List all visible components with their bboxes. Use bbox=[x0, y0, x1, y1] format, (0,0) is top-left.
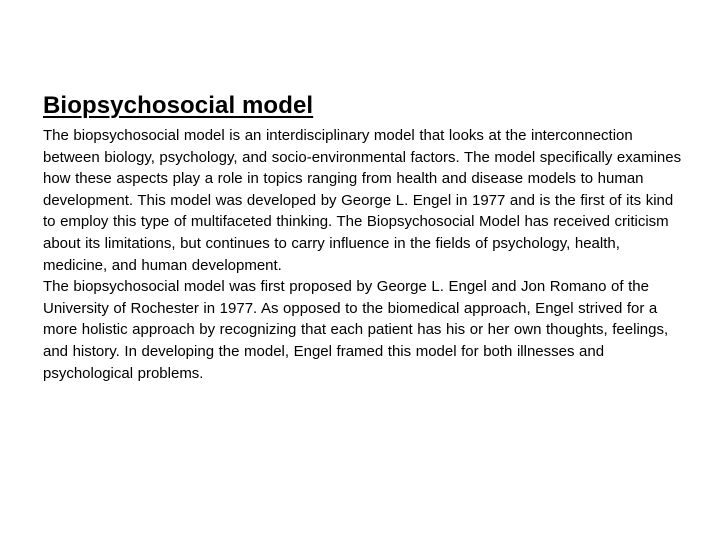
slide-title: Biopsychosocial model bbox=[43, 92, 314, 119]
body-paragraph-2: The biopsychosocial model was first proposed by George L. Engel and Jon Romano of the University of Rochester in 1977. As opposed to the biomedical approach, Engel strived for a more holistic approach by recognizing that each patient has his or her own thoughts, feelings, and history. In developing the model, Engel framed this model for both illnesses and psychological problems. bbox=[43, 278, 669, 382]
body-paragraph-1: The biopsychosocial model is an interdisciplinary model that looks at the interconnection between biology, psychology, and socio-environmental factors. The model specifically examines how these aspects play a role in topics ranging from health and disease models to human development. This model was developed by George L. Engel in 1977 and is the first of its kind to employ this type of multifaceted thinking. The Biopsychosocial Model has received criticism about its limitations, but continues to carry influence in the fields of psychology, health, medicine, and human development. bbox=[43, 127, 682, 274]
slide-body bbox=[43, 125, 683, 384]
slide-content bbox=[43, 91, 683, 384]
